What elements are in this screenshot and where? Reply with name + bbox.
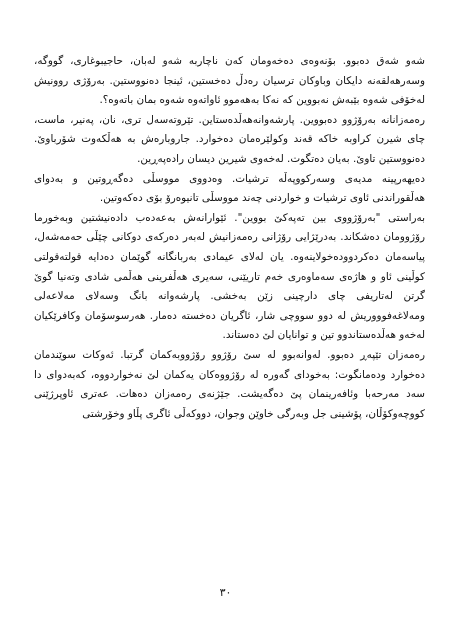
paragraph-5: رەمەزان تێپەڕ دەبوو. لەوانەبوو لە سێ رۆژوو رۆژووبەکمان گرتبا. ئەوکات سوێندمان دەخوارد ودەمانگوت: بەخودای گەورە لە رۆژووەکان یەکمان لێ نەخواردووە، کەبەدوای دا سەد مەرحەبا وئافەرینمان پێ دەگەیشت. جێژنەی رەمەزان دەهات. عەتری ئاوپرژێنی کووچەوکۆڵان، پۆشینی جل وبەرگی خاوێن وجوان، دووکەڵی ئاگری پڵاو وخۆرشتی xyxy=(34,348,425,420)
document-body xyxy=(34,52,425,424)
paragraph-1: شەو شەق دەبوو. بۆنەوەی دەخەومان کەن ناچاربە شەو لەبان، حاجیبوغاری، گووگە، وسەرهەلقەنە دایکان وباوکان ترسیان رەدڵ دەخستین، ئینجا دەنووستین. بەرۆژی روونیش لەخۆفی شەوە بێبەش نەبووین کە نەکا بەهەموو ئاواتەوە شەوە بمان باتەوە؟. xyxy=(34,55,425,107)
paragraph-3: دەیهەرپینە مدیەی وسەرکووپەڵە ترشیات. وەدووی مووسڵی دەگەڕوتین و بەدوای هەڵقوراندنی ئاوی ترشیات و خواردنی چەند مووسڵی تانیوەرۆ بۆی دەکەوتین. xyxy=(34,172,425,205)
paragraph-2: رەمەزانانە بەرۆژوو دەبووین. پارشەوانەهەڵدەستاین. تێروتەسەل تری، نان، پەنیر، ماست، چای شیرن کراوبە خاکە قەند وکولێرەمان دەخوارد. جاروبارەش بە هەڵکەوت شۆرباوێ. دەنووستین تاوێ. بەیان دەتگوت. لەخەوی شیرین دیسان رادەپەڕین. xyxy=(34,113,425,165)
page-number: ٣٠ xyxy=(219,586,232,599)
paragraph-4: بەراستی "بەرۆژووی بین تەپەکێ بووین". ئێوارانەش بەعەدەب دادەنیشتین وبەخورما رۆژوومان دەشکاند. بەدرێژایی رۆژانی رەمەزانیش لەبەر دەرکەی دوکانی چێڵی حەمەشەل، پیاسەمان دەکردوودەخولاینەوە. یان لەلای عیمادی بەربانگانە گوێمان دەدایە قولتەقولتی کوڵینی ئاو و هاژەی سەماوەری خەم تاریێنی، سەیری هەڵفرینی هەڵمی شادی وتەنیا گوێ گرتن لەتاریفی چای دارچینی زێن بەخشی. پارشەوانە بانگ وسەلای مەلاعەلی ومەلاغەفوووریش لە دوو سووچی شار، ئاگریان دەخستە دەمار. هەرسوسۆمان وکافرێکیان لەخەو هەڵدەستاندوو تین و توانایان لێ دەستاند. xyxy=(34,211,425,342)
